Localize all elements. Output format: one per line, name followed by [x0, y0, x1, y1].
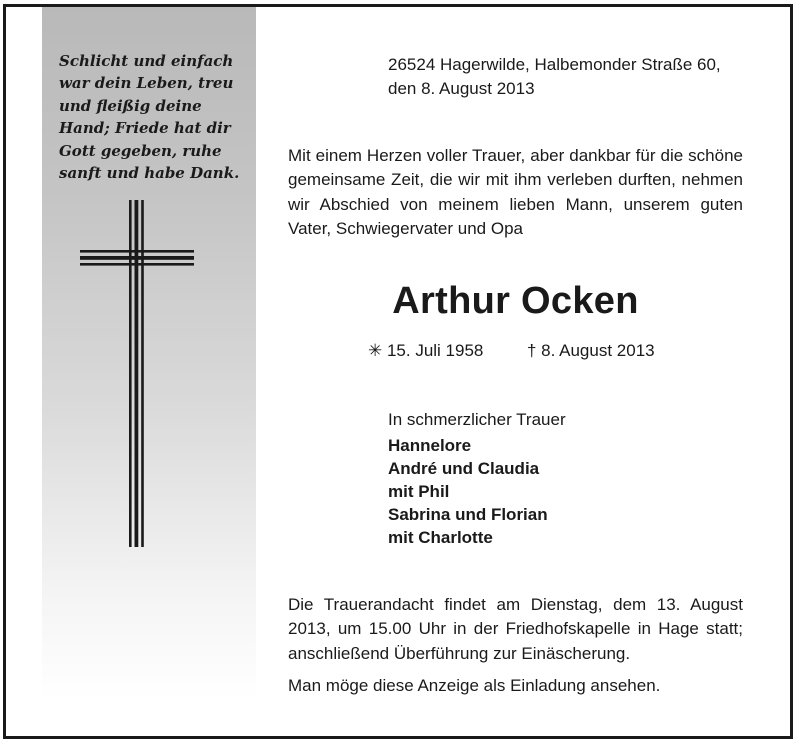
mourner-list — [388, 434, 548, 549]
memorial-verse: Schlicht und einfach war dein Leben, treu und fleißig deine Hand; Friede hat dir Gott gegeben, ruhe sanft und habe Dank. — [59, 52, 240, 183]
service-info: Die Trauerandacht findet am Dienstag, dem 13. August 2013, um 15.00 Uhr in der Friedhofskapelle in Hage statt; anschließend Überführung zur Einäscherung. — [288, 595, 743, 663]
mourner-name: mit Charlotte — [388, 528, 493, 547]
invitation-note: Man möge diese Anzeige als Einladung ansehen. — [288, 676, 661, 695]
mourner-name: Hannelore — [388, 436, 472, 455]
death-date: † 8. August 2013 — [527, 341, 655, 360]
mourner-name: André und Claudia — [388, 459, 540, 478]
birth-date: ✳ 15. Juli 1958 — [368, 341, 484, 360]
mourner-name: mit Phil — [388, 482, 450, 501]
address-date: 26524 Hagerwilde, Halbemonder Straße 60, den 8. August 2013 — [388, 55, 721, 99]
mourning-label: In schmerzlicher Trauer — [388, 410, 566, 429]
intro-text: Mit einem Herzen voller Trauer, aber dankbar für die schöne gemeinsame Zeit, die wir mit ihm verleben durften, nehmen wir Abschied von meinem lieben Mann, unserem guten Vater, Schwiegervater und Opa — [288, 146, 743, 239]
deceased-name: Arthur Ocken — [392, 280, 639, 322]
mourner-name: Sabrina und Florian — [388, 505, 548, 524]
cross-icon — [80, 200, 194, 550]
